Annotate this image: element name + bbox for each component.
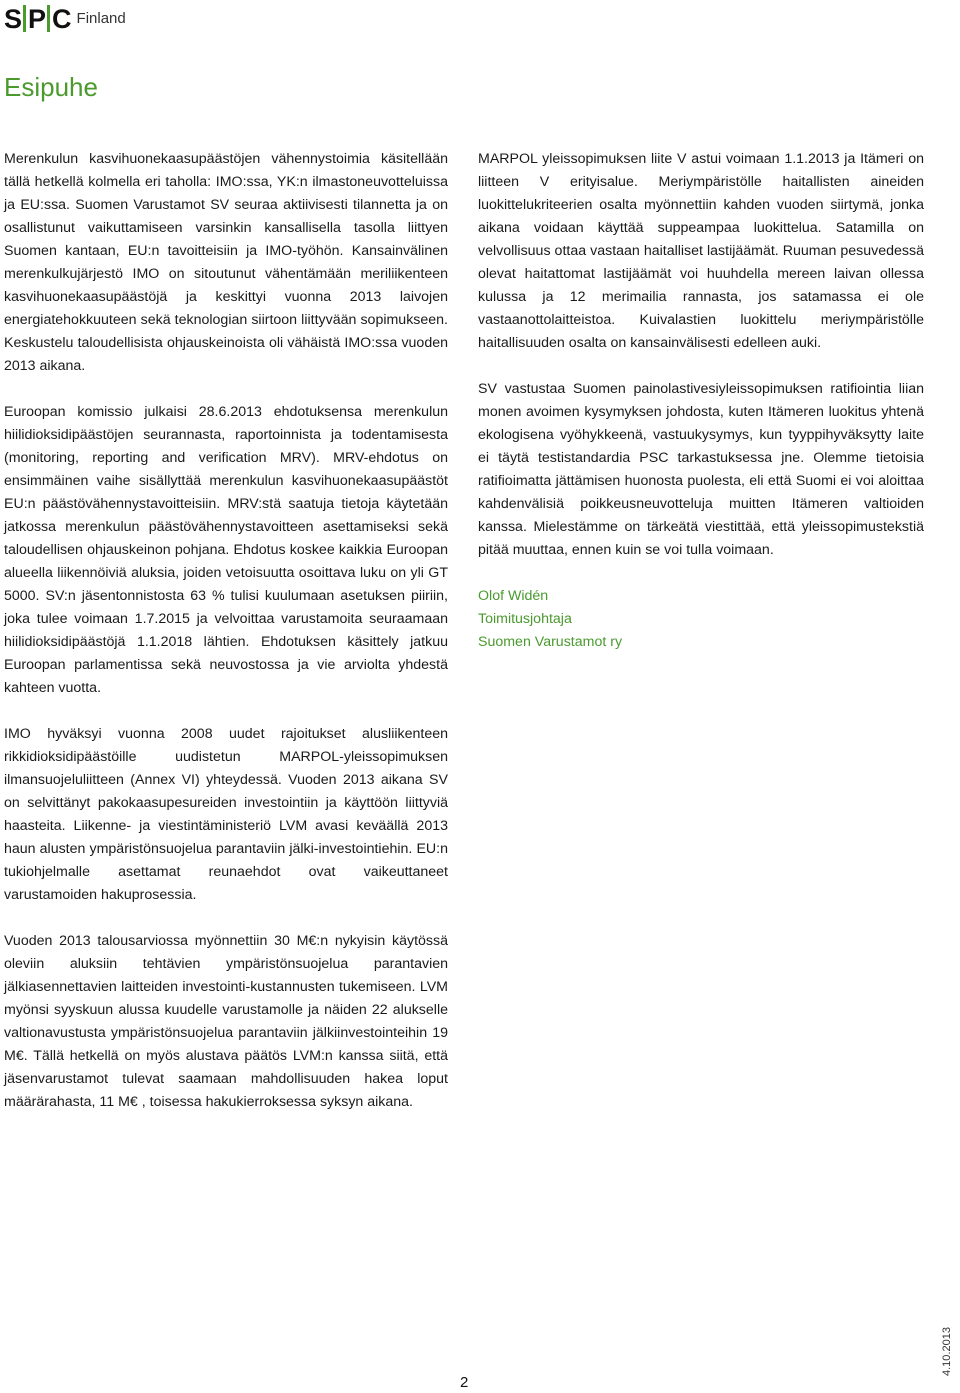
paragraph-eu-mrv: Euroopan komissio julkaisi 28.6.2013 ehdotuksensa merenkulun hiilidioksidipäästöjen seurannasta, raportoinnista ja todentamisesta (monitoring, reporting and verification MRV). MRV-ehdotus on ensimmäinen vaihe sisällyttää merenkulun kasvihuonekaasupäästöt EU:n päästövähennystavoitteisiin. MRV:stä saatuja tietoja käytetään jatkossa merenkulun päästövähennystavoitteen asettamiseksi sekä taloudellisen ohjauskeinon pohjana. Ehdotus koskee kaikkia Euroopan alueella liikennöiviä aluksia, joiden vetoisuutta osoittava luku on yli GT 5000. SV:n jäsentonnistosta 63 % tulisi kuulumaan asetuksen piiriin, joka tulee voimaan 1.7.2015 ja velvoittaa varustamoita seuraamaan hiilidioksidipäästöjä 1.1.2018 lähtien. Ehdotuksen käsittely jatkuu Euroopan parlamentissa sekä neuvostossa ja vie arviolta yhdestä kahteen vuotta.: [4, 404, 448, 696]
paragraph-sulphur: IMO hyväksyi vuonna 2008 uudet rajoitukset alusliikenteen rikkidioksidipäästöille uudistetun MARPOL-yleissopimuksen ilmansuojeluliitteen (Annex VI) yhteydessä. Vuoden 2013 aikana SV on selvittänyt pakokaasupesureiden investointiin ja käyttöön liittyviä haasteita. Liikenne- ja viestintäministeriö LVM avasi keväällä 2013 haun alusten ympäristönsuojelua parantaviin jälki-investointiehin. EU:n tukiohjelmalle asettamat reunaehdot ovat vaikeuttaneet varustamoiden hakuprosessia.: [4, 726, 448, 903]
page-number: 2: [460, 1374, 469, 1391]
signature: [478, 585, 924, 654]
page-title: Esipuhe: [4, 72, 98, 102]
paragraph-marpol: MARPOL yleissopimuksen liite V astui voimaan 1.1.2013 ja Itämeri on liitteen V erityisalue. Meriympäristölle haitallisten aineiden luokittelukriteerien osalta myönnettiin kahden vuoden siirtymä, jonka aikana voidaan käyttää suppeampaa luokittelua. Satamilla on velvollisuus ottaa vastaan haitalliset lastijäämät. Ruuman pesuvedessä olevat haitattomat lastijäämät voi huuhdella mereen laivan ollessa kulussa ja 12 merimailia rannasta, jos satamassa ei ole vastaanottolaitteistoa. Kuivalastien luokittelu meriympäristölle haitallisuuden osalta on kansainvälisesti edelleen auki.: [478, 151, 924, 351]
logo-text: Finland: [76, 10, 126, 27]
paragraph-ballast: SV vastustaa Suomen painolastivesiyleissopimuksen ratifiointia liian monen avoimen kysymyksen johdosta, kuten Itämeren luokitus yhtenä ekologisena vyöhykkeenä, vastuukysymys, kun tyyppihyväksytty laite ei täytä testistandardia PSC tarkastuksessa jne. Olemme tietoisia ratifioimatta jättämisen huonosta puolesta, eli että Suomi ei voi aloittaa kahdenvälisiä poikkeusneuvotteluja muitten Itämeren valtioiden kanssa. Mielestämme on tärkeätä viestittää, että yleissopimustekstiä pitää muuttaa, ennen kuin se voi tulla voimaan.: [478, 381, 924, 558]
signature-name: Olof Widén: [478, 588, 549, 604]
paragraph-budget: Vuoden 2013 talousarviossa myönnettiin 30 M€:n nykyisin käytössä oleviin aluksiin tehtävien ympäristönsuojelua parantavien jälkiasennettavien laitteiden investointi-kustannusten tukemiseen. LVM myönsi syyskuun alussa kuudelle varustamolle ja näiden 22 alukselle valtionavustusta ympäristönsuojelua parantaviin jälkiinvestointeihin 19 M€. Tällä hetkellä on myös alustava päätös LVM:n kanssa siitä, että jäsenvarustamot tulevat saamaan mahdollisuuden hakea loput määrärahasta, 11 M€ , toisessa hakukierroksessa syksyn aikana.: [4, 933, 448, 1110]
document-date: 4.10.2013: [941, 1327, 953, 1376]
logo-mark: S P C: [4, 4, 71, 34]
signature-role: Toimitusjohtaja: [478, 611, 572, 627]
right-column: [478, 148, 924, 654]
paragraph-ghg-intro: Merenkulun kasvihuonekaasupäästöjen vähennystoimia käsitellään tällä hetkellä kolmella eri taholla: IMO:ssa, YK:n ilmastoneuvotteluissa ja EU:ssa. Suomen Varustamot SV seuraa aktiivisesti tilannetta ja on osallistunut vaikuttamiseen varsinkin kansallisella tasolla liittyen Suomen kantaan, EU:n tavoitteisiin ja IMO-työhön. Kansainvälinen merenkulkujärjestö IMO on sitoutunut vähentämään meriliikenteen kasvihuonekaasupäästöjä ja keskittyi vuonna 2013 laivojen energiatehokkuuteen sekä teknologian siirtoon liittyvään sopimukseen. Keskustelu taloudellisista ohjauskeinoista oli vähäistä IMO:ssa vuoden 2013 aikana.: [4, 151, 448, 374]
left-column: [4, 148, 448, 1137]
spc-finland-logo: [4, 4, 126, 34]
signature-org: Suomen Varustamot ry: [478, 634, 623, 650]
